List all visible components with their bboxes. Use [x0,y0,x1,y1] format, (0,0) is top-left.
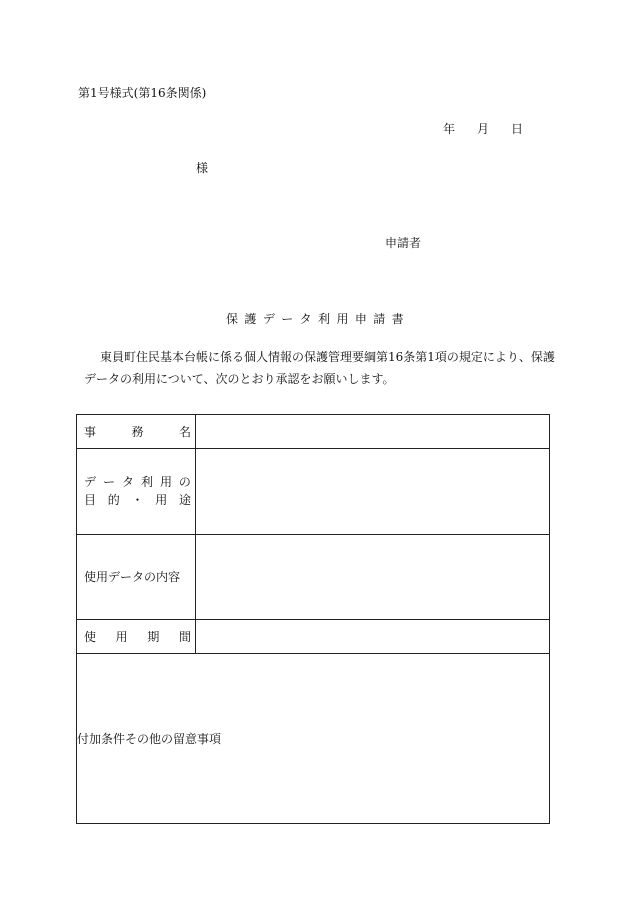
addressee-suffix: 様 [196,161,209,175]
usage-period-label: 使 用 期 間 [77,619,196,653]
office-name-field[interactable] [196,415,550,449]
body-line-2: データの利用について、次のとおり承認をお願いします。 [84,372,395,386]
body-text [84,346,556,390]
purpose-label: デ ー タ 利 用 の 目 的 ・ 用 途 [77,449,196,534]
purpose-field[interactable] [196,449,550,534]
office-name-label: 事 務 名 [77,415,196,449]
month-label: 月 [477,122,490,136]
notes-label: 付加条件その他の留意事項 [77,732,222,747]
applicant-label: 申請者 [385,236,422,250]
data-content-field[interactable] [196,534,550,619]
notes-field[interactable] [77,654,550,824]
document-title: 保護データ利用申請書 [226,312,411,326]
data-content-label: 使用データの内容 [77,534,196,619]
application-table [76,414,550,824]
usage-period-field[interactable] [196,619,550,653]
body-line-1: 東員町住民基本台帳に係る個人情報の保護管理要綱第16条第1項の規定により、保護 [100,350,555,364]
year-label: 年 [443,122,456,136]
day-label: 日 [511,122,524,136]
date-line [443,123,523,135]
form-number: 第1号様式(第16条関係) [78,86,207,100]
